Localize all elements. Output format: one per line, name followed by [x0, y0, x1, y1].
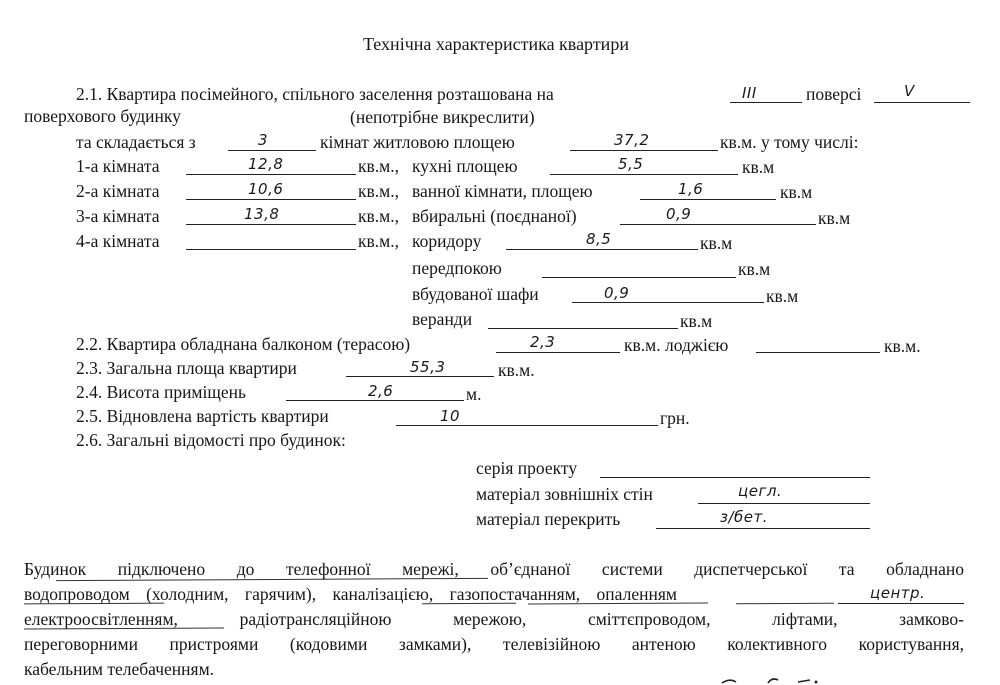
electric-underline	[24, 627, 224, 629]
loggia-blank	[756, 352, 880, 353]
closet-value: 0,9	[604, 284, 630, 302]
paragraph-line2: водопроводом (холодним, гарячим), каналізацією, газопостачанням, опаленням	[24, 584, 677, 604]
room1-label: 1-а кімната	[76, 156, 160, 176]
paragraph-line5: кабельним телебаченням.	[24, 659, 215, 679]
section-2-1-line1: 2.1. Квартира посімейного, спільного заселення розташована на	[76, 84, 554, 104]
corridor-label: коридору	[412, 231, 482, 251]
ceilings-value: з/бет.	[720, 508, 769, 526]
floors-total-value: V	[904, 82, 915, 100]
closet-blank	[572, 302, 764, 303]
floor-label: поверсі	[806, 84, 862, 104]
section-2-2-label: 2.2. Квартира обладнана балконом (терасою)	[76, 334, 411, 354]
total-area-blank	[346, 376, 494, 377]
room4-blank	[186, 249, 356, 250]
room1-blank	[186, 174, 356, 175]
walls-value: цегл.	[738, 482, 783, 500]
kitchen-blank	[550, 174, 738, 175]
kvm-comma: кв.м.,	[358, 156, 399, 176]
hall-label: передпокою	[412, 258, 502, 278]
corridor-blank	[506, 249, 698, 250]
ceilings-label: матеріал перекрить	[476, 509, 621, 529]
rooms-prefix: та складається з	[76, 132, 196, 152]
room2-blank	[186, 199, 356, 200]
kvm-unit: кв.м	[742, 157, 775, 177]
kvm-comma: кв.м.,	[358, 181, 399, 201]
section-2-2-mid: кв.м. лоджією	[624, 335, 729, 355]
kvm-unit: кв.м	[818, 208, 851, 228]
bathroom-blank	[640, 199, 776, 200]
corridor-value: 8,5	[586, 230, 612, 248]
total-area-value: 55,3	[410, 358, 446, 376]
height-value: 2,6	[368, 382, 394, 400]
veranda-blank	[488, 328, 678, 329]
strike-note: (непотрібне викреслити)	[350, 107, 535, 127]
height-blank	[286, 400, 464, 401]
room2-label: 2-а кімната	[76, 181, 160, 201]
rooms-suffix: кв.м. у тому числі:	[720, 132, 859, 152]
gas-underline	[528, 603, 708, 605]
room2-value: 10,6	[248, 180, 284, 198]
section-2-5-label: 2.5. Відновлена вартість квартири	[76, 406, 329, 426]
kvm-comma: кв.м.,	[358, 206, 399, 226]
walls-label: матеріал зовнішніх стін	[476, 484, 653, 504]
rooms-mid: кімнат житловою площею	[320, 132, 515, 152]
kvm-unit: кв.м	[766, 286, 799, 306]
room1-value: 12,8	[248, 155, 284, 173]
stray-ink-mark	[720, 674, 840, 685]
cost-blank	[396, 425, 658, 426]
balcony-blank	[496, 352, 620, 353]
sewer-underline	[422, 603, 516, 604]
toilet-label: вбиральні (поєднаної)	[412, 206, 577, 226]
series-label: серія проекту	[476, 458, 578, 478]
kitchen-label: кухні площею	[412, 156, 518, 176]
rooms-count-value: 3	[258, 131, 269, 149]
kvm-comma: кв.м.,	[358, 231, 399, 251]
series-blank	[600, 477, 870, 478]
heating-blank	[838, 603, 964, 604]
bathroom-label: ванної кімнати, площею	[412, 181, 593, 201]
kvm-unit: кв.м	[780, 182, 813, 202]
paragraph-line3: електроосвітленням, радіотрансляційною мережою, сміттєпроводом, ліфтами, замково-	[24, 609, 964, 629]
section-2-6-label: 2.6. Загальні відомості про будинок:	[76, 430, 346, 450]
living-area-value: 37,2	[614, 131, 650, 149]
walls-blank	[698, 503, 870, 504]
ceilings-blank	[656, 528, 870, 529]
floor-blank	[730, 102, 802, 103]
heating-value: центр.	[870, 584, 926, 602]
cost-value: 10	[440, 407, 461, 425]
water-underline	[24, 603, 164, 605]
rooms-blank	[228, 150, 316, 151]
toilet-value: 0,9	[666, 205, 692, 223]
paragraph-line1: Будинок підключено до телефонної мережі, об’єднаної системи диспетчерської та обладнано	[24, 559, 964, 579]
hall-blank	[542, 277, 736, 278]
bathroom-value: 1,6	[678, 180, 704, 198]
living-area-blank	[570, 150, 718, 151]
kitchen-value: 5,5	[618, 155, 644, 173]
toilet-blank	[620, 224, 816, 225]
section-2-5-suffix: грн.	[660, 408, 690, 428]
floor-value: III	[742, 84, 757, 102]
section-2-3-label: 2.3. Загальна площа квартири	[76, 358, 297, 378]
kvm-unit: кв.м	[738, 259, 771, 279]
kvm-unit: кв.м	[700, 233, 733, 253]
section-2-2-suffix: кв.м.	[884, 336, 921, 356]
veranda-label: веранди	[412, 309, 473, 329]
room4-label: 4-а кімната	[76, 231, 160, 251]
room3-label: 3-а кімната	[76, 206, 160, 226]
balcony-value: 2,3	[530, 333, 556, 351]
room3-blank	[186, 224, 356, 225]
kvm-unit: кв.м	[680, 311, 713, 331]
paragraph-line4: переговорними пристроями (кодовими замками), телевізійною антеною колективного користування,	[24, 634, 964, 654]
closet-label: вбудованої шафи	[412, 284, 539, 304]
building-floors-label: поверхового будинку	[24, 106, 181, 126]
room3-value: 13,8	[244, 205, 280, 223]
heating-underline	[736, 603, 834, 605]
section-2-4-label: 2.4. Висота приміщень	[76, 382, 246, 402]
section-2-3-suffix: кв.м.	[498, 360, 535, 380]
section-2-4-suffix: м.	[466, 384, 482, 404]
document-title: Технічна характеристика квартири	[363, 34, 629, 54]
floors-total-blank	[874, 102, 970, 103]
